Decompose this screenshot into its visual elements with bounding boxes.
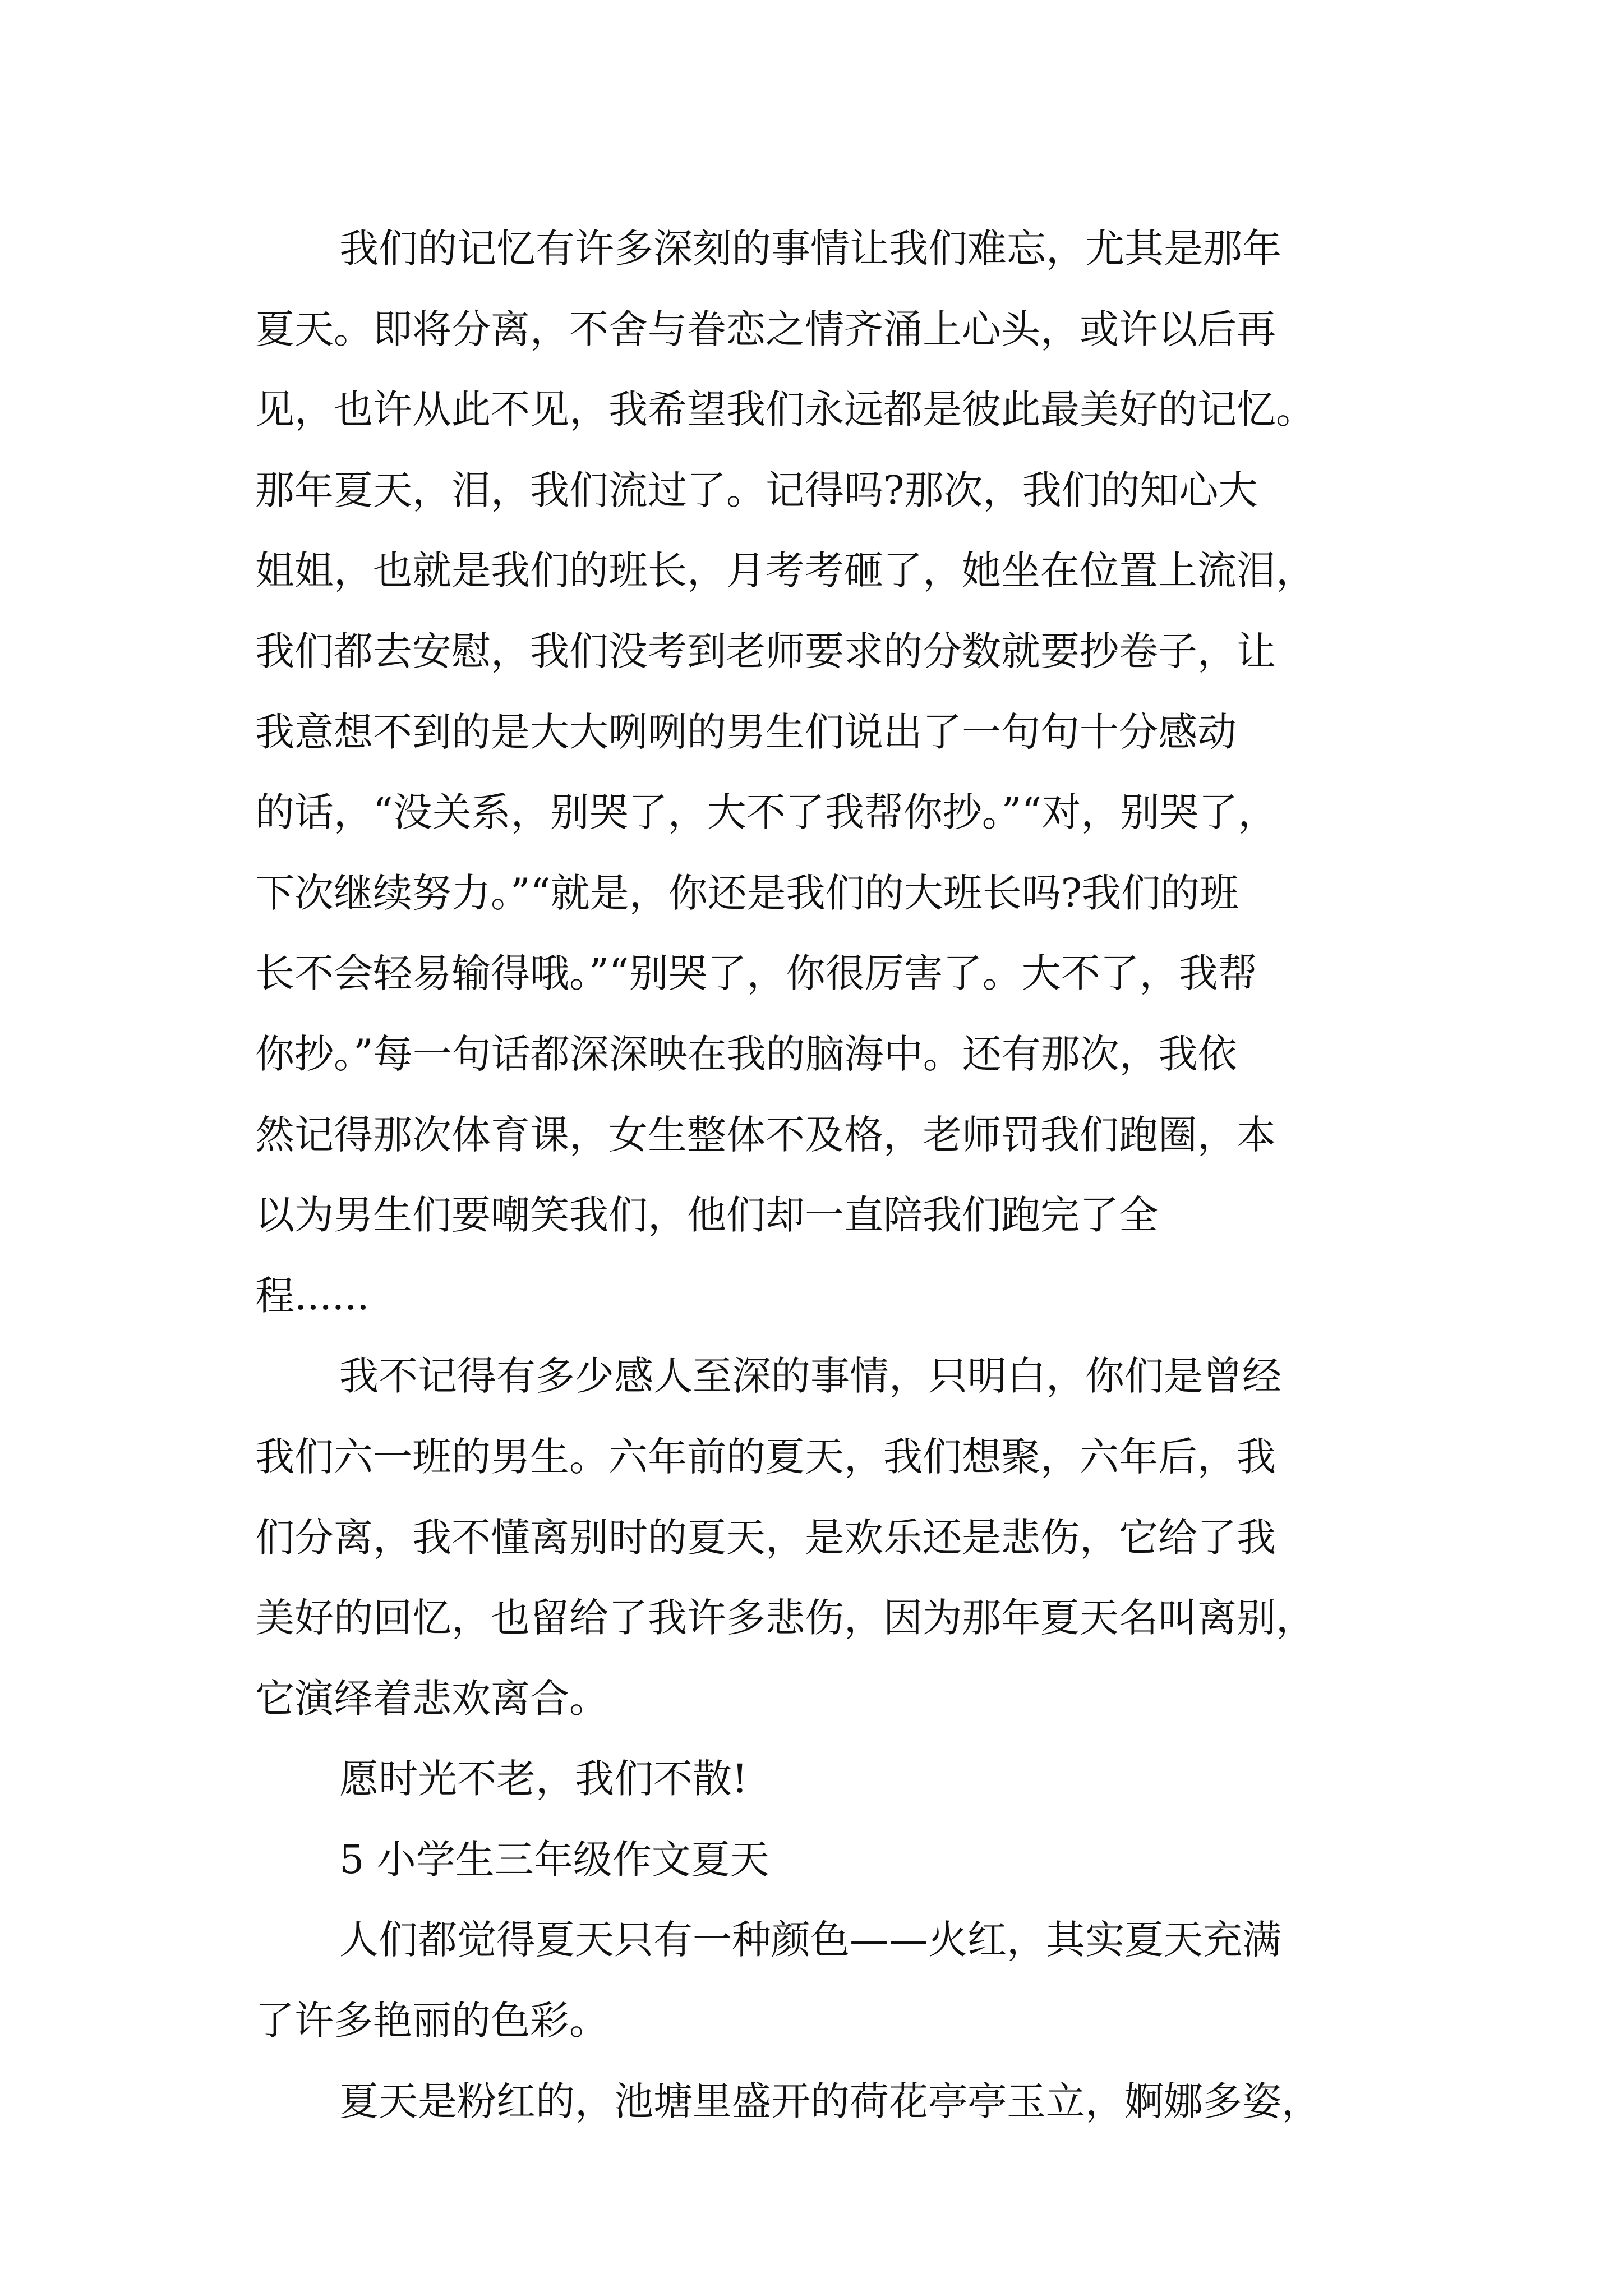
paragraph-summer-pink	[255, 2062, 1382, 2142]
text-line: 我们六一班的男生。六年前的夏天，我们想聚，六年后，我	[255, 1433, 1276, 1480]
text-line: 然记得那次体育课，女生整体不及格，老师罚我们跑圈，本	[255, 1111, 1276, 1158]
text-line: 我们的记忆有许多深刻的事情让我们难忘，尤其是那年	[339, 226, 1281, 272]
text-line: 我意想不到的是大大咧咧的男生们说出了一句句十分感动	[255, 708, 1237, 755]
text-line: 人们都觉得夏天只有一种颜色——火红，其实夏天充满	[339, 1917, 1281, 1963]
text-line: 以为男生们要嘲笑我们，他们却一直陪我们跑完了全	[255, 1192, 1158, 1239]
text-line: 美好的回忆，也留给了我许多悲伤，因为那年夏天名叫离别，	[255, 1595, 1315, 1641]
text-line: 的话，“没关系，别哭了，大不了我帮你抄。”“对，别哭了，	[255, 789, 1278, 836]
paragraph-wish	[255, 1739, 1382, 1820]
text-line: 我不记得有多少感人至深的事情，只明白，你们是曾经	[339, 1353, 1281, 1400]
paragraph-memories	[255, 209, 1382, 1336]
text-line: 那年夏天，泪，我们流过了。记得吗?那次，我们的知心大	[255, 467, 1258, 513]
text-line: 见，也许从此不见，我希望我们永远都是彼此最美好的记忆。	[255, 386, 1315, 433]
text-line: 夏天。即将分离，不舍与眷恋之情齐涌上心头，或许以后再	[255, 306, 1276, 352]
text-line: 你抄。”每一句话都深深映在我的脑海中。还有那次，我依	[255, 1030, 1237, 1077]
text-line: 愿时光不老，我们不散!	[339, 1756, 748, 1802]
paragraph-classmates	[255, 1336, 1382, 1739]
text-line: 长不会轻易输得哦。”“别哭了，你很厉害了。大不了，我帮	[255, 950, 1257, 997]
text-line: 我们都去安慰，我们没考到老师要求的分数就要抄卷子，让	[255, 628, 1276, 674]
section-heading	[255, 1820, 1382, 1901]
text-line: 夏天是粉红的，池塘里盛开的荷花亭亭玉立，婀娜多姿，	[339, 2078, 1321, 2124]
text-line: 它演绎着悲欢离合。	[255, 1675, 608, 1722]
text-line: 程......	[255, 1272, 370, 1319]
text-line: 下次继续努力。”“就是，你还是我们的大班长吗?我们的班	[255, 869, 1239, 916]
text-line: 了许多艳丽的色彩。	[255, 1998, 608, 2044]
text-line: 们分离，我不懂离别时的夏天，是欢乐还是悲伤，它给了我	[255, 1514, 1276, 1561]
heading-line: 5 小学生三年级作文夏天	[339, 1836, 769, 1883]
paragraph-summer-colors	[255, 1900, 1382, 2061]
essay-body	[255, 209, 1382, 2142]
text-line: 姐姐，也就是我们的班长，月考考砸了，她坐在位置上流泪，	[255, 547, 1315, 594]
